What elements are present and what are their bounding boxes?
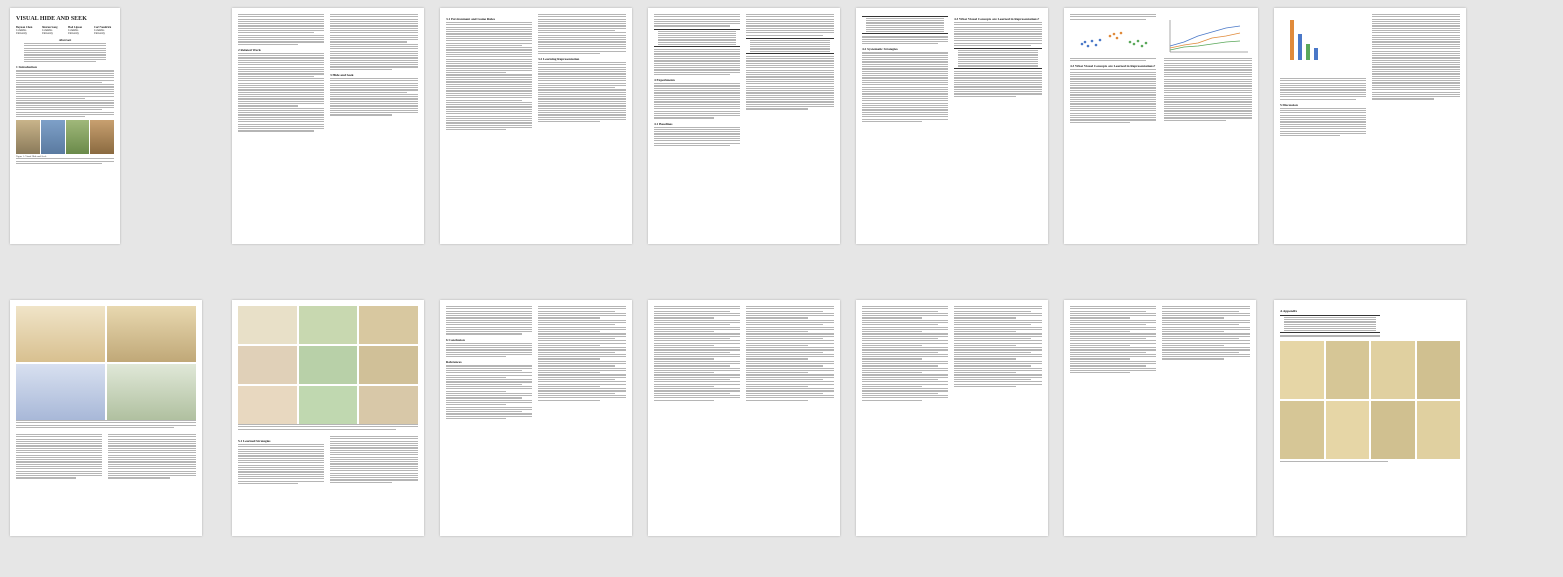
section-heading: 4.3 What Visual Concepts are Learned in Representations? — [1070, 64, 1156, 69]
section-heading: 4.1 Baselines — [654, 121, 673, 126]
figure-1-image — [16, 120, 114, 154]
section-heading: 4 Experiments — [654, 78, 676, 83]
section-heading: 3.1 Environment and Game Rules — [446, 17, 496, 21]
figure-transition — [16, 306, 196, 362]
section-heading: 4.3 What Visual Concepts are Learned in Representations? — [954, 17, 1040, 21]
page-8 — [10, 300, 202, 536]
page-6 — [1064, 8, 1258, 244]
page-10 — [440, 300, 632, 536]
scatter-figure — [1070, 22, 1156, 56]
intro-body — [16, 70, 114, 117]
section-heading: References — [446, 360, 462, 365]
section-heading: 5 Discussion — [1280, 102, 1298, 107]
section-heading: 3.2 Learning Representation — [538, 56, 580, 61]
table-1 — [654, 29, 740, 47]
abstract-heading: Abstract — [58, 38, 72, 42]
table-3 — [862, 16, 948, 34]
figure-1-caption: Figure 1: Visual Hide-and-Seek — [16, 155, 47, 159]
abstract-body — [16, 43, 114, 62]
figure-strategies — [238, 306, 418, 424]
section-heading: 5.1 Learned Strategies — [238, 439, 271, 443]
appendix-table — [1280, 315, 1380, 333]
author: Boyuan Chen Columbia University — [16, 26, 33, 35]
section-heading: A Appendix — [1280, 309, 1298, 313]
section-heading: 3 Hide and Seek — [330, 72, 354, 77]
line-figure — [1164, 16, 1252, 56]
figure-image — [1280, 14, 1366, 78]
page-4 — [648, 8, 840, 244]
author: Shuran Song Columbia University — [42, 26, 58, 35]
table-4 — [954, 48, 1042, 69]
table-2 — [746, 38, 834, 54]
page-3 — [440, 8, 632, 244]
section-heading: 6 Conclusion — [446, 337, 465, 342]
paper-title: VISUAL HIDE AND SEEK — [16, 16, 87, 22]
page-11 — [648, 300, 840, 536]
author-list — [16, 26, 114, 35]
section-heading: 2 Related Work — [238, 47, 261, 52]
author: Hod Lipson Columbia University — [68, 26, 83, 35]
appendix-figure — [1280, 341, 1460, 459]
page-12 — [856, 300, 1048, 536]
intro-heading: 1 Introduction — [16, 65, 37, 70]
section-heading: 4.2 Systematic Strategies — [862, 47, 898, 52]
author: Carl Vondrick Columbia University — [94, 26, 112, 35]
page-5 — [856, 8, 1048, 244]
page-14 — [1274, 300, 1466, 536]
page-1 — [10, 8, 120, 244]
page-7 — [1274, 8, 1466, 244]
page-13 — [1064, 300, 1256, 536]
page-9 — [232, 300, 424, 536]
page-2 — [232, 8, 424, 244]
